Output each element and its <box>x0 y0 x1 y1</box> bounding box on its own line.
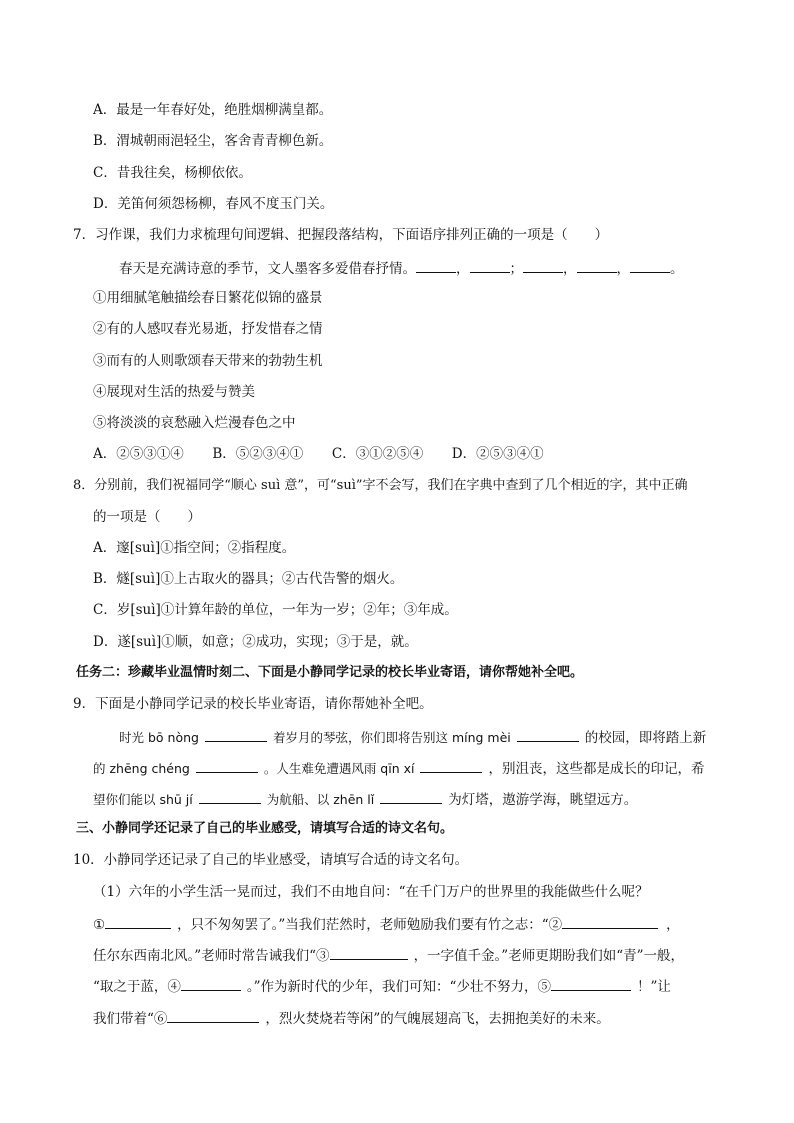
q9-text-2b: 。人生难免遭遇风雨 qīn xí <box>263 761 415 776</box>
q10-text-5a: 我们带着“⑥ <box>93 1011 168 1027</box>
q9-text-2a: 的 zhēng chéng <box>93 761 190 776</box>
q9-blank-shuji[interactable] <box>199 789 261 804</box>
q7-sep-1: ， <box>456 261 470 277</box>
q9-blank-zhenli[interactable] <box>380 789 442 804</box>
q7-choice-b[interactable]: B．⑤②③④① <box>212 446 304 462</box>
q6-option-c: C．昔我往矣，杨柳依依。 <box>93 165 252 181</box>
q7-item-3: ③而有的人则歌颂春天带来的勃勃生机 <box>93 353 323 369</box>
q7-blank-4[interactable] <box>577 258 617 273</box>
q10-text-4c: ！”让 <box>636 979 671 995</box>
q8-option-d: D．遂[suì]①顺，如意；②成功，实现；③于是，就。 <box>93 634 418 650</box>
q9-blank-zhengcheng[interactable] <box>196 758 258 773</box>
q10-line-5 <box>93 1008 610 1028</box>
q9-text-3b: 为航船、以 zhēn lǐ <box>266 792 375 807</box>
q7-passage <box>119 258 684 278</box>
q10-line-2 <box>93 914 680 934</box>
q7-blank-1[interactable] <box>416 258 456 273</box>
q8-option-a: A．邃[suì]①指空间；②指程度。 <box>93 540 296 556</box>
q9-line-3 <box>93 789 637 809</box>
q8-stem-line2: 的一项是（ ） <box>93 509 201 525</box>
q8-option-c: C．岁[suì]①计算年龄的单位，一年为一岁；②年；③年成。 <box>93 602 458 618</box>
q10-line-3 <box>93 945 684 965</box>
q9-text-2c: ，别沮丧，这些都是成长的印记，希 <box>488 761 705 777</box>
q9-text-1a: 时光 bō nòng <box>119 730 199 745</box>
q10-text-3a: 任尔东西南北风。”老师时常告诫我们“③ <box>93 948 330 964</box>
q7-item-1: ①用细腻笔触描绘春日繁花似锦的盛景 <box>93 290 323 306</box>
q10-text-4b: 。”作为新时代的少年，我们可知：“少壮不努力，⑤ <box>246 979 551 995</box>
q10-line-4 <box>93 976 671 996</box>
q10-blank-2[interactable] <box>562 914 658 929</box>
q7-item-2: ②有的人感叹春光易逝，抒发惜春之情 <box>93 321 323 337</box>
q8-stem-line1: 8．分别前，我们祝福同学“顺心 suì 意”，可“suì”字不会写，我们在字典中查到了几个相近的字，其中正确 <box>73 478 688 493</box>
q10-text-3b: ，一字值千金。”老师更期盼我们如“青”一般， <box>413 948 685 964</box>
q7-lead: 春天是充满诗意的季节，文人墨客多爱借春抒情。 <box>119 261 416 277</box>
q7-item-5: ⑤将淡淡的哀愁融入烂漫春色之中 <box>93 415 296 431</box>
task2-heading: 任务二：珍藏毕业温情时刻二、下面是小静同学记录的校长毕业寄语，请你帮她补全吧。 <box>76 665 584 680</box>
q8-option-b: B．燧[suì]①上古取火的器具；②古代告警的烟火。 <box>93 571 404 587</box>
q10-text-5b: ，烈火焚烧若等闲”的气魄展翅高飞，去拥抱美好的未来。 <box>265 1011 610 1027</box>
q7-item-4: ④展现对生活的热爱与赞美 <box>93 384 255 400</box>
q7-sep-4: ， <box>616 261 630 277</box>
q10-blank-4[interactable] <box>181 976 241 991</box>
q6-option-d: D．羌笛何须怨杨柳，春风不度玉门关。 <box>93 196 334 212</box>
q7-choice-d[interactable]: D．②⑤③④① <box>451 446 544 462</box>
q7-stem: 7．习作课，我们力求梳理句间逻辑、把握段落结构，下面语序排列正确的一项是（ ） <box>73 227 609 243</box>
q9-line-2 <box>93 758 704 778</box>
q9-text-1c: 的校园，即将踏上新 <box>584 730 707 746</box>
q9-line-1 <box>119 727 706 747</box>
q10-blank-5[interactable] <box>551 976 631 991</box>
q9-text-1b: 着岁月的琴弦，你们即将告别这 míng mèi <box>272 730 511 745</box>
q9-text-3c: 为灯塔，遨游学海，眺望远方。 <box>448 792 638 808</box>
q7-blank-5[interactable] <box>630 258 670 273</box>
q10-stem: 10．小静同学还记录了自己的毕业感受，请填写合适的诗文名句。 <box>73 852 469 868</box>
q7-blank-2[interactable] <box>470 258 510 273</box>
q6-option-a: A．最是一年春好处，绝胜烟柳满皇都。 <box>93 102 333 118</box>
q10-blank-1[interactable] <box>105 914 171 929</box>
q10-blank-6[interactable] <box>167 1008 259 1023</box>
q9-text-3a: 望你们能以 shū jí <box>93 792 193 807</box>
q9-blank-qinxi[interactable] <box>420 758 482 773</box>
q9-blank-bonong[interactable] <box>205 727 267 742</box>
q10-blank-3[interactable] <box>330 945 408 960</box>
q7-choice-c[interactable]: C．③①②⑤④ <box>331 446 424 462</box>
q9-blank-mingmei[interactable] <box>517 727 579 742</box>
q7-choice-a[interactable]: A．②⑤③①④ <box>93 446 184 462</box>
q7-sep-5: 。 <box>670 261 684 277</box>
q10-mark-1: ① <box>93 917 106 933</box>
q7-sep-2: ； <box>509 261 523 277</box>
q7-sep-3: ， <box>563 261 577 277</box>
q7-choices <box>93 445 544 463</box>
q7-blank-3[interactable] <box>523 258 563 273</box>
q10-text-2b: ，只不匆匆罢了。”当我们茫然时，老师勉励我们要有竹之志：“② <box>177 917 563 933</box>
q10-line-1: （1）六年的小学生活一晃而过，我们不由地自问：“在千门万户的世界里的我能做些什么呢？ <box>93 884 649 900</box>
q9-stem: 9．下面是小静同学记录的校长毕业寄语，请你帮她补全吧。 <box>73 696 433 712</box>
q6-option-b: B．渭城朝雨浥轻尘，客舍青青柳色新。 <box>93 133 333 149</box>
section3-heading: 三、小静同学还记录了自己的毕业感受，请填写合适的诗文名句。 <box>76 821 454 836</box>
q10-text-2c: ， <box>666 917 680 933</box>
q10-text-4a: “取之于蓝，④ <box>93 979 181 995</box>
